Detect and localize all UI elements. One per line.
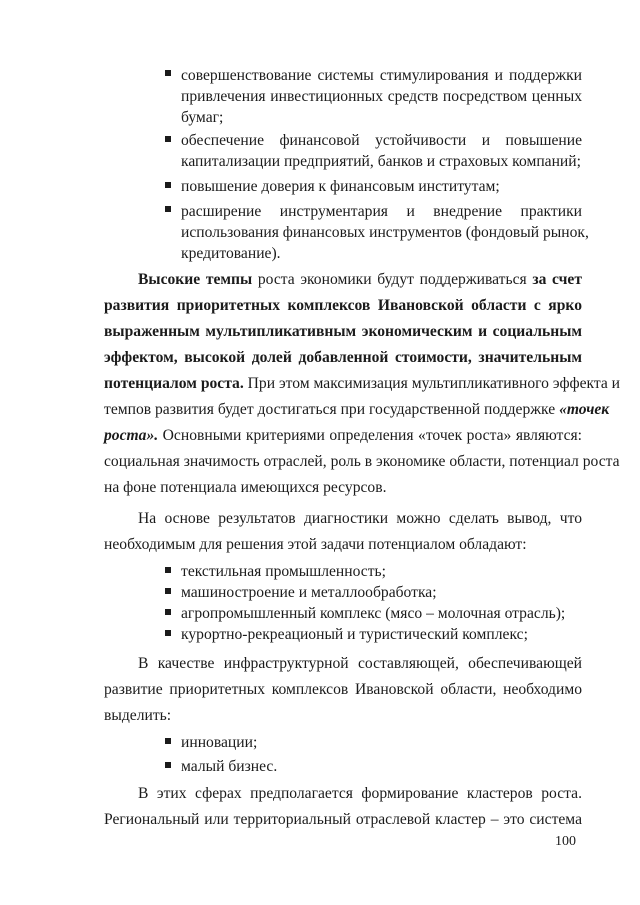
para1-line-9: на фоне потенциала имеющихся ресурсов. (104, 479, 387, 496)
bullet-item-4-line-1: расширение инструментария и внедрение практики (181, 203, 582, 220)
mid-bullet-4: курортно-рекреационый и туристический комплекс; (181, 626, 528, 643)
para1-text: Основными критериями определения «точек роста» являются: (162, 427, 582, 444)
bullet-item-4-line-2: использования финансовых инструментов (фондовый рынок, (181, 224, 589, 241)
bullet-marker (165, 206, 171, 212)
bullet-item-1-line-1: совершенствование системы стимулирования и поддержки (181, 67, 582, 84)
bullet-marker (165, 762, 171, 768)
bullet-marker (165, 70, 171, 76)
bullet-item-2-line-1: обеспечение финансовой устойчивости и повышение (181, 132, 582, 149)
para3-line-3: выделить: (104, 707, 172, 724)
para3-line-1: В качестве инфраструктурной составляющей, обеспечивающей (138, 655, 582, 672)
para1-bold-phrase: потенциалом роста. (104, 375, 244, 392)
para1-bold-italic: «точек (559, 401, 610, 418)
bullet-item-4-line-3: кредитование). (181, 245, 281, 262)
para1-text: При этом максимизация мультипликативного эффекта и (247, 375, 621, 392)
para1-line-4: эффектом, высокой долей добавленной стоимости, значительным (104, 349, 582, 366)
para1-line-1 (138, 270, 582, 290)
low-bullet-2: малый бизнес. (181, 758, 278, 775)
para1-line-6 (104, 400, 610, 420)
page-number: 100 (555, 834, 576, 849)
bullet-marker (165, 609, 171, 615)
para1-line-5 (104, 374, 621, 394)
para1-line-2: развития приоритетных комплексов Ивановской области с ярко (104, 297, 582, 314)
para3-line-2: развитие приоритетных комплексов Ивановской области, необходимо (104, 681, 582, 698)
bullet-item-1-line-3: бумаг; (181, 109, 224, 126)
para1-text: темпов развития будет достигаться при государственной поддержке (104, 401, 556, 418)
bullet-marker (165, 567, 171, 573)
para1-line-3: выраженным мультипликативным экономическим и социальным (104, 323, 582, 340)
bullet-marker (165, 738, 171, 744)
para2-line-2: необходимым для решения этой задачи потенциалом обладают: (104, 536, 527, 553)
para1-line-7 (104, 426, 582, 446)
para4-line-2: Региональный или территориальный отраслевой кластер – это система (104, 811, 582, 828)
bullet-marker (165, 182, 171, 188)
bullet-item-1-line-2: привлечения инвестиционных средств посредством ценных (181, 88, 582, 105)
para1-text: роста экономики будут поддерживаться (257, 271, 527, 288)
para2-line-1: На основе результатов диагностики можно сделать вывод, что (138, 510, 582, 527)
para1-bold-italic: роста». (104, 427, 159, 444)
bullet-marker (165, 588, 171, 594)
bullet-marker (165, 136, 171, 142)
para1-bold-end: за счет (532, 271, 583, 288)
bullet-marker (165, 630, 171, 636)
mid-bullet-3: агропромышленный комплекс (мясо – молочная отрасль); (181, 605, 566, 622)
mid-bullet-2: машиностроение и металлообработка; (181, 584, 437, 601)
bullet-item-3-line-1: повышение доверия к финансовым институтам; (181, 178, 500, 195)
low-bullet-1: инновации; (181, 734, 258, 751)
para1-line-8: социальная значимость отраслей, роль в экономике области, потенциал роста (104, 453, 620, 470)
bullet-item-2-line-2: капитализации предприятий, банков и страховых компаний; (181, 153, 581, 170)
mid-bullet-1: текстильная промышленность; (181, 563, 386, 580)
para4-line-1: В этих сферах предполагается формирование кластеров роста. (138, 785, 582, 802)
para1-bold-start: Высокие темпы (138, 271, 253, 288)
